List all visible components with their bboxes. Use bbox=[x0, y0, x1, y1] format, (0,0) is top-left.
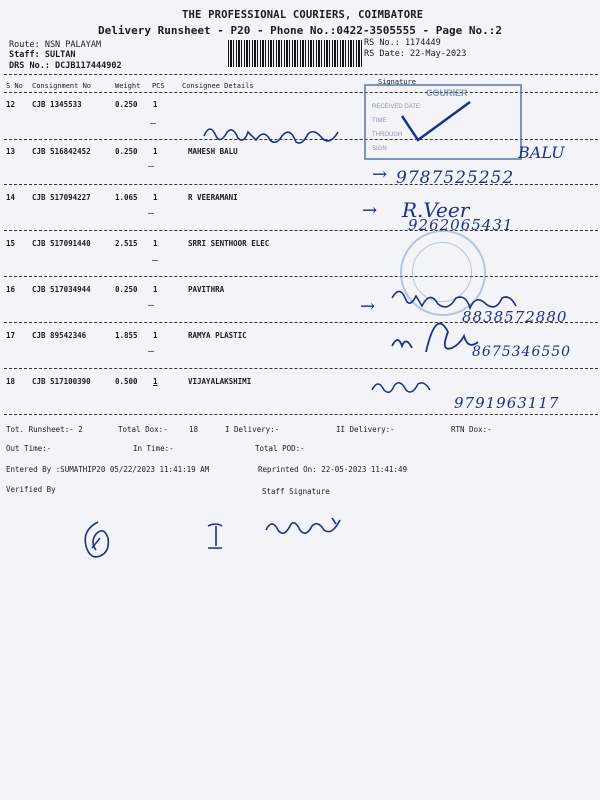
row-weight: 1.855 bbox=[115, 331, 138, 340]
stamp-line: SIGN bbox=[372, 146, 387, 152]
ii-delivery: II Delivery:- bbox=[336, 425, 395, 434]
entered-by: Entered By :SUMATHIP20 05/22/2023 11:41:19 AM bbox=[6, 465, 210, 474]
col-consignee: Consignee Details bbox=[182, 82, 254, 90]
total-dox-value: 18 bbox=[189, 425, 199, 434]
row-consignee: R VEERAMANI bbox=[188, 193, 238, 202]
row-sno: 15 bbox=[6, 239, 16, 248]
row-sno: 16 bbox=[6, 285, 16, 294]
row-sno: 14 bbox=[6, 193, 16, 202]
row-consignment: CJB 517094227 bbox=[32, 193, 91, 202]
tamil-signature bbox=[368, 376, 438, 398]
staff-label: Staff: SULTAN bbox=[9, 50, 76, 60]
staff-signature-label: Staff Signature bbox=[262, 487, 330, 496]
divider bbox=[4, 276, 598, 277]
row-consignment: CJB 517100390 bbox=[32, 377, 91, 386]
stamp-line: THROUGH bbox=[372, 132, 403, 138]
row-consignee: MAHESH BALU bbox=[188, 147, 238, 156]
verified-by: Verified By bbox=[6, 485, 56, 494]
stamp-line: RECEIVED DATE: bbox=[372, 104, 422, 110]
row-sno: 12 bbox=[6, 100, 16, 109]
row-weight: 0.250 bbox=[115, 285, 138, 294]
total-runsheet: Tot. Runsheet:- 2 bbox=[6, 425, 83, 434]
handwritten-name: BALU bbox=[518, 143, 565, 162]
reprinted-on: Reprinted On: 22-05-2023 11:41:49 bbox=[258, 465, 408, 474]
row-consignment: CJB 516842452 bbox=[32, 147, 91, 156]
row-pcs: 1 bbox=[153, 377, 158, 386]
tick-mark: — bbox=[150, 118, 157, 129]
col-signature: Signature bbox=[378, 78, 416, 86]
i-delivery: I Delivery:- bbox=[225, 425, 280, 434]
row-consignment: CJB 89542346 bbox=[32, 331, 87, 340]
col-pcs: PCS bbox=[152, 82, 165, 90]
total-pod: Total POD:- bbox=[255, 444, 305, 453]
tick-mark: — bbox=[148, 161, 155, 172]
total-dox-label: Total Dox:- bbox=[118, 425, 168, 434]
tick-mark: — bbox=[148, 208, 155, 219]
tick-mark: — bbox=[148, 300, 155, 311]
row-weight: 0.250 bbox=[115, 147, 138, 156]
row-weight: 1.065 bbox=[115, 193, 138, 202]
stamp-line: TIME: bbox=[372, 118, 388, 124]
tick-signature bbox=[204, 520, 228, 554]
row-consignee: PAVITHRA bbox=[188, 285, 225, 294]
row-consignee: SRRI SENTHOOR ELEC bbox=[188, 239, 270, 248]
checkmark-signature bbox=[396, 96, 476, 146]
tamil-signature bbox=[200, 118, 360, 146]
tick-mark: — bbox=[148, 346, 155, 357]
handwritten-phone: 9262065431 bbox=[408, 216, 514, 234]
route-label: Route: NSN PALAYAM bbox=[9, 40, 102, 50]
staff-signature bbox=[262, 514, 352, 540]
row-pcs: 1 bbox=[153, 285, 158, 294]
out-time: Out Time:- bbox=[6, 444, 52, 453]
handwritten-phone: 9787525252 bbox=[396, 168, 515, 188]
divider bbox=[4, 368, 598, 369]
row-sno: 18 bbox=[6, 377, 16, 386]
row-pcs: 1 bbox=[153, 147, 158, 156]
row-pcs: 1 bbox=[153, 239, 158, 248]
divider bbox=[4, 414, 598, 415]
handwritten-signature: R.Veer bbox=[402, 198, 470, 222]
row-pcs: 1 bbox=[153, 193, 158, 202]
handwritten-phone: 9791963117 bbox=[454, 394, 560, 412]
col-weight: Weight bbox=[115, 82, 141, 90]
barcode bbox=[228, 40, 362, 67]
arrow-mark: → bbox=[360, 296, 376, 317]
row-pcs: 1 bbox=[153, 331, 158, 340]
row-sno: 13 bbox=[6, 147, 16, 156]
arrow-mark: → bbox=[362, 200, 378, 221]
row-pcs: 1 bbox=[153, 100, 158, 109]
rtn-dox: RTN Dox:- bbox=[451, 425, 492, 434]
row-consignment: CJB 517034944 bbox=[32, 285, 91, 294]
row-consignment: CJB 1345533 bbox=[32, 100, 82, 109]
rs-number: RS No.: 1174449 bbox=[364, 38, 441, 48]
runsheet-title: Delivery Runsheet - P20 - Phone No.:0422-3505555 - Page No.:2 bbox=[98, 24, 502, 37]
row-weight: 0.250 bbox=[115, 100, 138, 109]
in-time: In Time:- bbox=[133, 444, 174, 453]
stamp-title: COURIER bbox=[426, 88, 468, 98]
row-weight: 2.515 bbox=[115, 239, 138, 248]
tick-mark: — bbox=[152, 255, 159, 266]
handwritten-phone: 8675346550 bbox=[472, 344, 572, 360]
col-consignment: Consignment No bbox=[32, 82, 92, 90]
verifier-signature bbox=[80, 518, 116, 562]
row-weight: 0.500 bbox=[115, 377, 138, 386]
row-consignee: VIJAYALAKSHIMI bbox=[188, 377, 252, 386]
divider bbox=[4, 74, 598, 75]
handwritten-phone: 8838572880 bbox=[462, 308, 568, 326]
rs-date: RS Date: 22-May-2023 bbox=[364, 49, 467, 59]
drs-number: DRS No.: DCJB117444902 bbox=[9, 61, 122, 71]
company-name: THE PROFESSIONAL COURIERS, COIMBATORE bbox=[182, 9, 424, 21]
arrow-mark: → bbox=[372, 164, 388, 185]
col-sno: S No bbox=[6, 82, 23, 90]
row-sno: 17 bbox=[6, 331, 16, 340]
row-consignment: CJB 517091440 bbox=[32, 239, 91, 248]
row-consignee: RAMYA PLASTIC bbox=[188, 331, 247, 340]
